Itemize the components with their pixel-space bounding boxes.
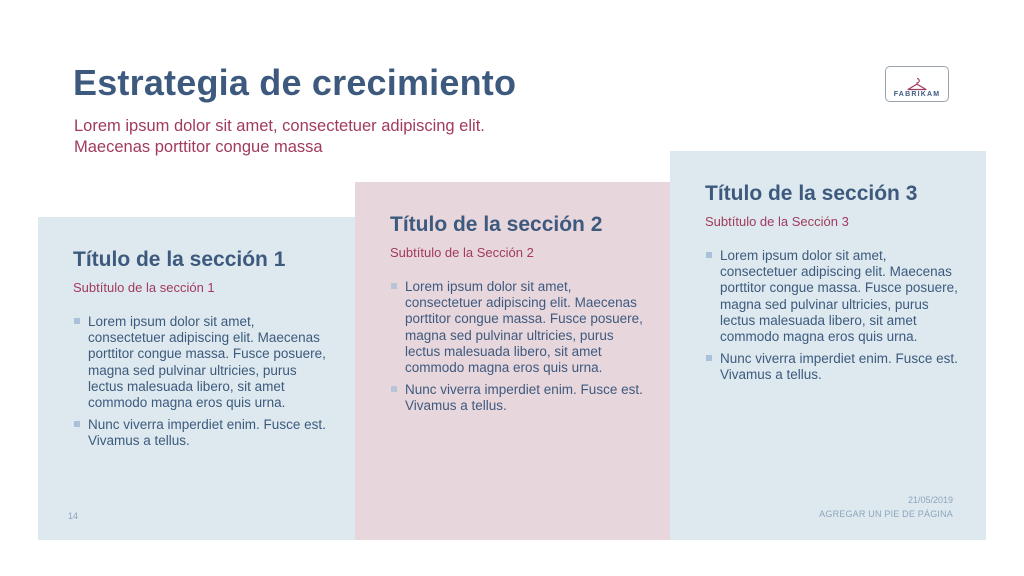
section-panel-2 — [355, 182, 670, 540]
slide-title: Estrategia de crecimiento — [73, 62, 517, 103]
bullet-item — [390, 279, 645, 376]
bullet-square-icon — [391, 386, 397, 392]
section-subtitle: Subtítulo de la Sección 2 — [390, 245, 534, 260]
bullet-square-icon — [706, 252, 712, 258]
bullet-item — [73, 417, 328, 449]
slide-subtitle-line-2: Maecenas porttitor congue massa — [74, 138, 323, 156]
bullet-square-icon — [74, 318, 80, 324]
bullet-text: Nunc viverra imperdiet enim. Fusce est. Vivamus a tellus. — [405, 382, 643, 414]
bullet-text: Lorem ipsum dolor sit amet, consectetuer adipiscing elit. Maecenas porttitor congue massa. Fusce posuere, magna sed pulvinar ultricies, purus lectus malesuada libero, sit amet commodo magna eros quis urna. — [405, 279, 643, 376]
section-title: Título de la sección 3 — [705, 182, 918, 205]
bullet-text: Lorem ipsum dolor sit amet, consectetuer adipiscing elit. Maecenas porttitor congue massa. Fusce posuere, magna sed pulvinar ultricies, purus lectus malesuada libero, sit amet commodo magna eros quis urna. — [88, 314, 326, 411]
bullet-item — [705, 248, 960, 345]
bullet-text: Nunc viverra imperdiet enim. Fusce est. Vivamus a tellus. — [88, 417, 326, 449]
bullet-text: Lorem ipsum dolor sit amet, consectetuer adipiscing elit. Maecenas porttitor congue massa. Fusce posuere, magna sed pulvinar ultricies, purus lectus malesuada libero, sit amet commodo magna eros quis urna. — [720, 248, 958, 345]
section-title: Título de la sección 2 — [390, 213, 603, 236]
bullet-list — [73, 314, 328, 456]
bullet-list — [705, 248, 960, 390]
slide-subtitle — [74, 116, 485, 158]
section-panel-3 — [670, 151, 986, 540]
fabrikam-logo — [885, 66, 949, 102]
bullet-text: Nunc viverra imperdiet enim. Fusce est. Vivamus a tellus. — [720, 351, 958, 383]
bullet-square-icon — [706, 355, 712, 361]
section-panel-1 — [38, 217, 355, 540]
bullet-list — [390, 279, 645, 421]
slide-subtitle-line-1: Lorem ipsum dolor sit amet, consectetuer adipiscing elit. — [74, 117, 485, 135]
bullet-square-icon — [391, 283, 397, 289]
footer-date: 21/05/2019 — [907, 495, 953, 505]
bullet-item — [705, 351, 960, 383]
hanger-icon — [906, 77, 928, 91]
page-number: 14 — [68, 511, 79, 521]
footer-text: AGREGAR UN PIE DE PÁGINA — [819, 509, 953, 519]
bullet-square-icon — [74, 421, 80, 427]
bullet-item — [390, 382, 645, 414]
section-subtitle: Subtítulo de la Sección 3 — [705, 214, 849, 229]
logo-text: FABRIKAM — [893, 91, 941, 98]
bullet-item — [73, 314, 328, 411]
section-subtitle: Subtítulo de la sección 1 — [73, 280, 215, 295]
section-title: Título de la sección 1 — [73, 248, 286, 271]
